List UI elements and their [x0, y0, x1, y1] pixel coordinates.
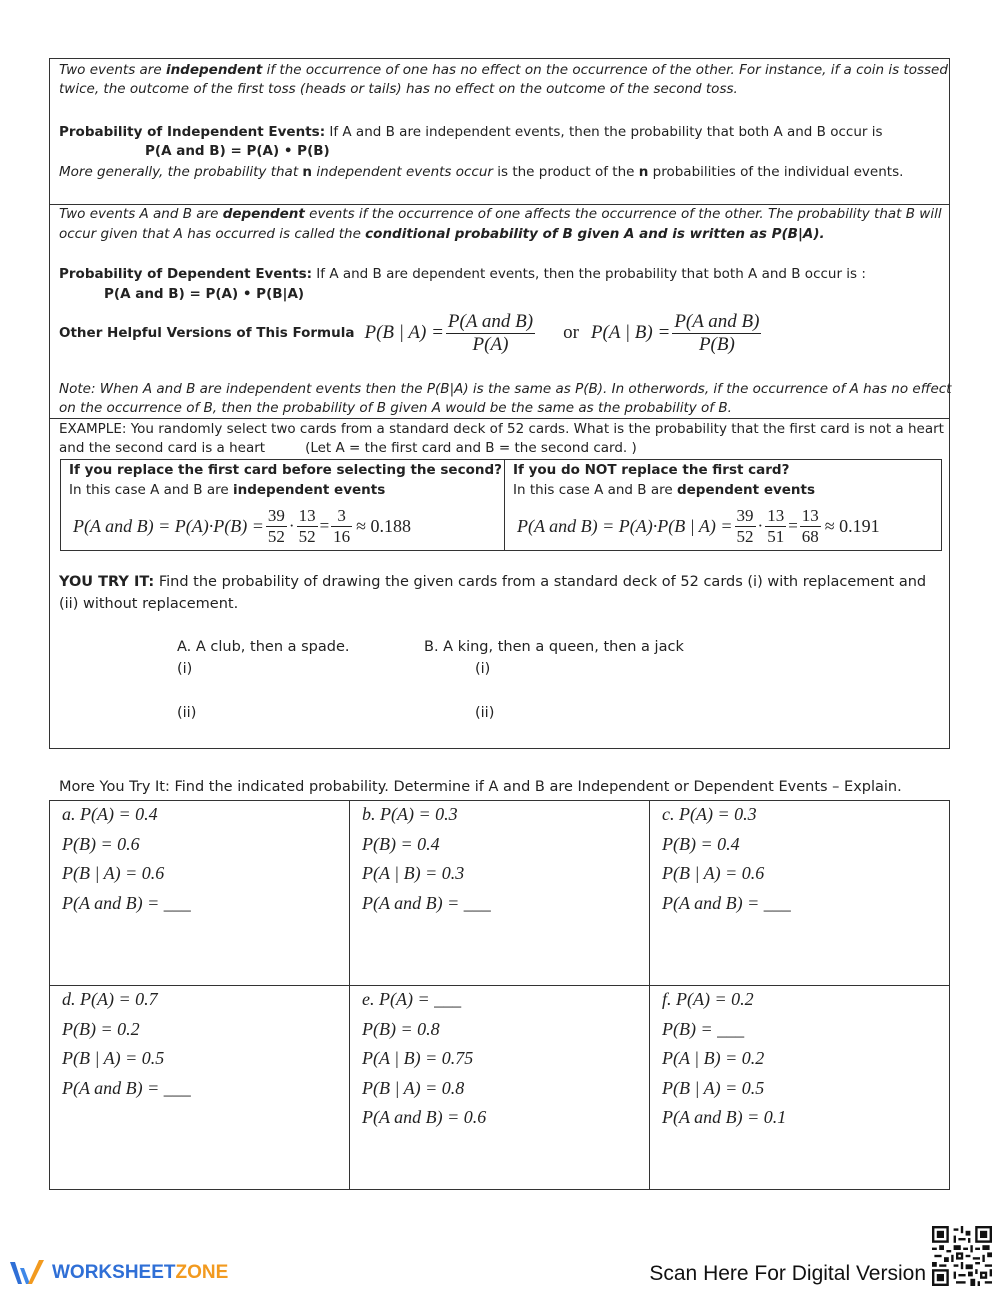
problem-c-line: c. P(A) = 0.3 [662, 804, 757, 824]
try-it-line-2: (ii) without replacement. [59, 596, 239, 612]
dependent-section [50, 205, 952, 419]
with-replacement-formula: P(A and B) = P(A)·P(B) = $\frac{39}{52}$ · $\frac{13}{52}$ = $\frac{3}{16}$ ≈ 0.188 [73, 505, 412, 546]
problem-d-line: P(B | A) = 0.5 [62, 1048, 165, 1068]
helpful-label: Other Helpful Versions of This Formula [59, 325, 355, 341]
problems-grid [49, 800, 950, 1190]
problem-b-line: b. P(A) = 0.3 [362, 804, 458, 824]
with-replacement-heading: If you replace the first card before selecting the second? [69, 462, 502, 478]
problem-c-line: P(B) = 0.4 [662, 833, 740, 854]
problem-f-line: P(B) = ___ [662, 1018, 745, 1039]
worksheet-zone-logo-icon [8, 1258, 48, 1288]
problem-e-line: P(A and B) = 0.6 [362, 1107, 487, 1127]
problem-a-line: P(A and B) = ___ [62, 892, 191, 913]
scan-text: Scan Here For Digital Version [649, 1262, 926, 1285]
try-it-b: B. A king, then a queen, then a jack [424, 639, 684, 655]
intro-line-1: Two events are independent if the occurrence of one has no effect on the occurrence of the other. For instance, if a coin is tossed [59, 62, 948, 78]
formula-2-fraction: $\frac{\text{P(A and B)}}{P(B)}$ [674, 310, 760, 355]
try-it-b-ii: (ii) [475, 705, 495, 721]
example-section [50, 419, 949, 748]
dependent-formula: P(A and B) = P(A) • P(B|A) [104, 286, 305, 302]
try-it-a: A. A club, then a spade. [177, 639, 350, 655]
brand-name-2: ZONE [175, 1262, 229, 1283]
or-text: or [563, 322, 579, 343]
without-replacement-formula: P(A and B) = P(A)·P(B | A) = $\frac{39}{52}$ · $\frac{13}{51}$ = $\frac{13}{68}$ ≈ 0.191 [517, 505, 880, 546]
example-line-2: and the second card is a heart (Let A = the first card and B = the second card. ) [59, 440, 637, 456]
formula-2-lhs: P(A | B) = [590, 322, 671, 343]
without-replacement-heading: If you do NOT replace the first card? [513, 462, 790, 478]
independent-section [50, 59, 949, 205]
example-table [60, 459, 942, 551]
problem-d [50, 986, 350, 1189]
helpful-formulas [59, 305, 763, 361]
problem-f-line: f. P(A) = 0.2 [662, 989, 754, 1009]
problem-c-line: P(A and B) = ___ [662, 892, 791, 913]
brand-name-1: WORKSHEET [52, 1262, 176, 1283]
problem-c-line: P(B | A) = 0.6 [662, 863, 765, 883]
problem-b-line: P(B) = 0.4 [362, 833, 440, 854]
problem-d-line: P(B) = 0.2 [62, 1018, 140, 1039]
try-it-a-i: (i) [177, 661, 193, 677]
note-line-2: on the occurrence of B, then the probability of B given A would be the same as the probability of B. [59, 400, 732, 416]
problem-c [650, 801, 950, 986]
problem-a-line: P(B | A) = 0.6 [62, 863, 165, 883]
with-replacement-sub: In this case A and B are independent events [69, 482, 386, 498]
problem-b [350, 801, 650, 986]
problem-d-line: P(A and B) = ___ [62, 1077, 191, 1098]
problem-a [50, 801, 350, 986]
lesson-box [49, 58, 950, 749]
more-title: More You Try It: Find the indicated probability. Determine if A and B are Independent or Dependent Events – Explain. [59, 779, 902, 795]
without-replacement-sub: In this case A and B are dependent events [513, 482, 816, 498]
general-rule: More generally, the probability that n independent events occur is the product of the n probabilities of the individual events. [59, 164, 904, 180]
formula-1-fraction: $\frac{\text{P(A and B)}}{P(A)}$ [447, 310, 534, 355]
problem-f-line: P(A and B) = 0.1 [662, 1107, 787, 1127]
problem-a-line: a. P(A) = 0.4 [62, 804, 158, 824]
intro-line-2: twice, the outcome of the first toss (heads or tails) has no effect on the outcome of the second toss. [59, 81, 738, 97]
try-it-b-i: (i) [475, 661, 491, 677]
problem-f [650, 986, 950, 1189]
qr-code-icon[interactable] [932, 1226, 992, 1286]
problem-d-line: d. P(A) = 0.7 [62, 989, 158, 1009]
without-replacement-cell [505, 460, 941, 550]
dependent-line-1: Two events A and B are dependent events if the occurrence of one affects the occurrence of the other. The probability that B will [59, 206, 942, 222]
dependent-line-2: occur given that A has occurred is called the conditional probability of B given A and is written as P(B|A). [59, 226, 825, 242]
try-it-a-ii: (ii) [177, 705, 197, 721]
problem-e-line: P(A | B) = 0.75 [362, 1048, 474, 1068]
example-line-1: EXAMPLE: You randomly select two cards from a standard deck of 52 cards. What is the probability that the first card is not a heart [59, 421, 944, 437]
problem-e [350, 986, 650, 1189]
independent-rule: Probability of Independent Events: If A and B are independent events, then the probability that both A and B occur is [59, 124, 883, 140]
problem-f-line: P(A | B) = 0.2 [662, 1048, 765, 1068]
note-line-1: Note: When A and B are independent events then the P(B|A) is the same as P(B). In otherwords, if the occurrence of A has no effect [59, 381, 952, 397]
problem-f-line: P(B | A) = 0.5 [662, 1077, 765, 1098]
problem-a-line: P(B) = 0.6 [62, 833, 140, 854]
dependent-rule: Probability of Dependent Events: If A and B are dependent events, then the probability that both A and B occur is : [59, 266, 866, 282]
problem-e-line: P(B | A) = 0.8 [362, 1077, 465, 1098]
problem-e-line: P(B) = 0.8 [362, 1018, 440, 1039]
brand-logo [8, 1258, 228, 1288]
with-replacement-cell [61, 460, 505, 550]
problem-b-line: P(A | B) = 0.3 [362, 863, 465, 883]
independent-formula: P(A and B) = P(A) • P(B) [145, 143, 330, 159]
problem-b-line: P(A and B) = ___ [362, 892, 491, 913]
problem-e-line: e. P(A) = ___ [362, 989, 462, 1009]
formula-1-lhs: P(B | A) = [364, 322, 444, 343]
try-it-line-1: YOU TRY IT: Find the probability of drawing the given cards from a standard deck of 52 cards (i) with replacement and [59, 574, 927, 590]
